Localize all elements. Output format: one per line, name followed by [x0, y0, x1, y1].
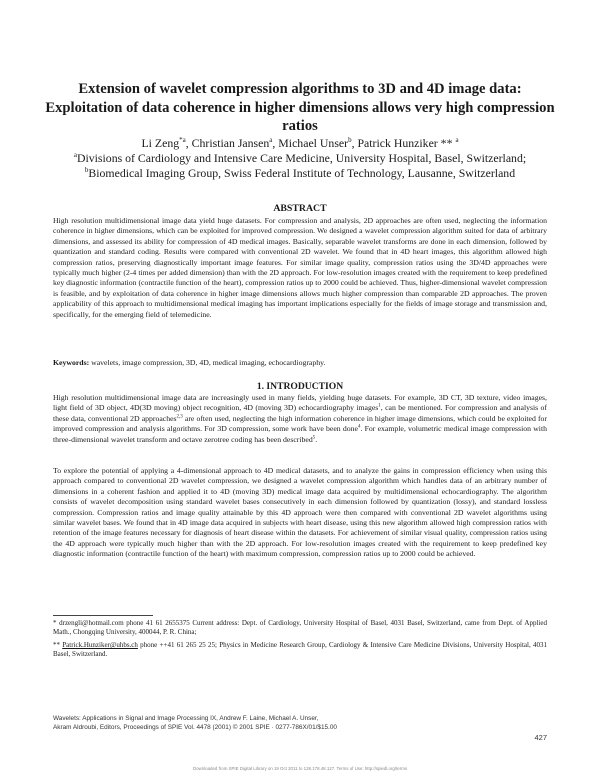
footnote-text: phone ++41 61 265 25 25; Physics in Medicine Research Group, Cardiology & Intensive Care Medicine Divisions, University Hospital, 4031 Basel, Switzerland.: [53, 641, 547, 659]
affiliation-text: Biomedical Imaging Group, Swiss Federal Institute of Technology, Lausanne, Switzerland: [88, 165, 516, 180]
download-notice: Downloaded from SPIE Digital Library on 19 Oct 2011 to 128.178.48.127. Terms of Use: http://spiedl.org/terms: [192, 766, 408, 771]
affiliation-mark: b: [84, 165, 89, 174]
paper-title: Extension of wavelet compression algorithms to 3D and 4D image data: Exploitation of data coherence in higher dimensions allows very high compression ratios: [45, 81, 555, 134]
footer-line: Wavelets: Applications in Signal and Image Processing IX, Andrew F. Laine, Michael A. Unser,: [53, 715, 319, 722]
footer-line: Akram Aldroubi, Editors, Proceedings of SPIE Vol. 4478 (2001) © 2001 SPIE · 0277-786X/01/$15.00: [53, 723, 337, 731]
author-affiliation-mark: a: [269, 136, 273, 145]
citation-mark: 4: [357, 424, 361, 430]
affiliation-mark: a: [73, 150, 77, 159]
footnote-1: * drzengli@hotmail.com phone 41 61 2655375 Current address: Dept. of Cardiology, University Hospital of Basel, 4031 Basel, Switzerland, came from Dept. of Applied Math., Chongqing University, 400044, P. R. China;: [53, 619, 547, 637]
abstract-heading: ABSTRACT: [273, 203, 327, 214]
intro-paragraph-2: To explore the potential of applying a 4-dimensional approach to 4D medical datasets, and to analyze the gains in compression efficiency when using this approach compared to conventional 2D wavelet compression, we designed a wavelet compression algorithm which handles data of an arbitrary number of dimensions in a coherent fashion and applied it to 4D (moving 3D) medical image data acquired by multidimensional echocardiography. The algorithm consists of wavelet decomposition using standard wavelet bases consecutively in each dimension followed by quantization (lossy), and standard lossless compression. Compression ratios and image quality attainable by this 4D approach were then compared with conventional 2D wavelet algorithms using similar wavelet bases. We found that in 4D image data acquired in subjects with heart disease, using this new algorithm allowed high compression ratios with retention of the image features necessary for diagnosis of heart disease within the datasets. For achievement of similar visual quality, compression ratios using the 4D approach were typically much higher than with the 2D approach. For low-resolution images created with the requirement to keep predefined key diagnostic information (contractile function of the heart) with maximum compression, compression ratios up to 2000 could be achieved.: [53, 466, 547, 559]
paragraph-text: are often used, neglecting the high information coherence in higher image dimensions, which could be exploited for improved compression and analysis algorithms. For 3D compression, some work have been done: [53, 413, 547, 434]
proceedings-footer: [53, 715, 547, 733]
footnote-2: [53, 641, 547, 659]
paragraph-text: , can be mentioned. For compression and analysis of these data, conventional 2D approaches: [53, 403, 548, 423]
author-affiliation-mark: a: [455, 136, 459, 145]
keywords-line: [53, 358, 547, 368]
author-name: , Christian Jansen: [185, 136, 270, 150]
author-affiliation-mark: *a: [179, 136, 186, 145]
citation-mark: 5: [312, 435, 316, 441]
author-affiliation-mark: b: [348, 136, 352, 145]
paragraph-text: .: [315, 434, 318, 444]
intro-paragraph-1: [53, 393, 547, 445]
abstract-text: High resolution multidimensional image data yield huge datasets. For compression and analysis, 2D approaches are often used, neglecting the information coherence in higher dimensions, which can be exploited for improved compression. We designed a wavelet compression algorithm suited for data of arbitrary dimensions, and assessed its ability for compression of 4D medical images. Basically, separable wavelet transforms are done in each dimension, followed by quantization and standard coding. Results were compared with conventional 2D wavelet. We found that in 4D heart images, this algorithm allowed high compression ratios, preserving diagnostically important image features. For similar image quality, compression ratios using the 3D/4D approaches were typically much higher (2-4 times per added dimension) than with the 2D approach. For low-resolution images created with the requirement to keep predefined key diagnostic information (contractile function of the heart), compression ratios up to 2000 could be achieved. Thus, higher-dimensional wavelet compression is feasible, and by exploitation of data coherence in higher image dimensions allows much higher compression than comparable 2D approaches. The proven applicability of this approach to multidimensional medical imaging has important implications especially for the fields of image storage and transmission and, specifically, for the emerging field of telemedicine.: [53, 216, 547, 319]
email-link[interactable]: Patrick.Hunziker@uhbs.ch: [62, 641, 138, 649]
citation-mark: 2,3: [176, 414, 183, 420]
affiliation-line: [40, 166, 560, 181]
author-name: Li Zeng: [141, 136, 180, 150]
paragraph-text: . For example, volumetric medical image compression with three-dimensional wavelet transform and octave zerotree coding has been described: [53, 424, 547, 444]
affiliation-text: Divisions of Cardiology and Intensive Care Medicine, University Hospital, Basel, Switzerland;: [76, 150, 527, 165]
affiliation-line: [40, 151, 560, 166]
author-name: , Michael Unser: [272, 136, 349, 150]
footnote-divider: [53, 615, 153, 616]
footnote-marker: **: [53, 641, 63, 649]
keywords-list: wavelets, image compression, 3D, 4D, medical imaging, echocardiography.: [89, 358, 326, 367]
author-name: , Patrick Hunziker **: [351, 136, 456, 150]
page-number: 427: [534, 733, 547, 742]
author-block: [40, 136, 560, 180]
paragraph-text: High resolution multidimensional image data are increasingly used in many fields, yielding huge datasets. For example, 3D CT, 3D texture, video images, light field of 3D object, 4D(3D moving) object recognition, 4D (moving 3D) echocardiography images: [53, 393, 547, 413]
author-list: [40, 136, 560, 151]
citation-mark: 1: [378, 403, 381, 409]
section-heading-introduction: 1. INTRODUCTION: [256, 381, 344, 392]
keywords-label: Keywords:: [53, 358, 90, 367]
